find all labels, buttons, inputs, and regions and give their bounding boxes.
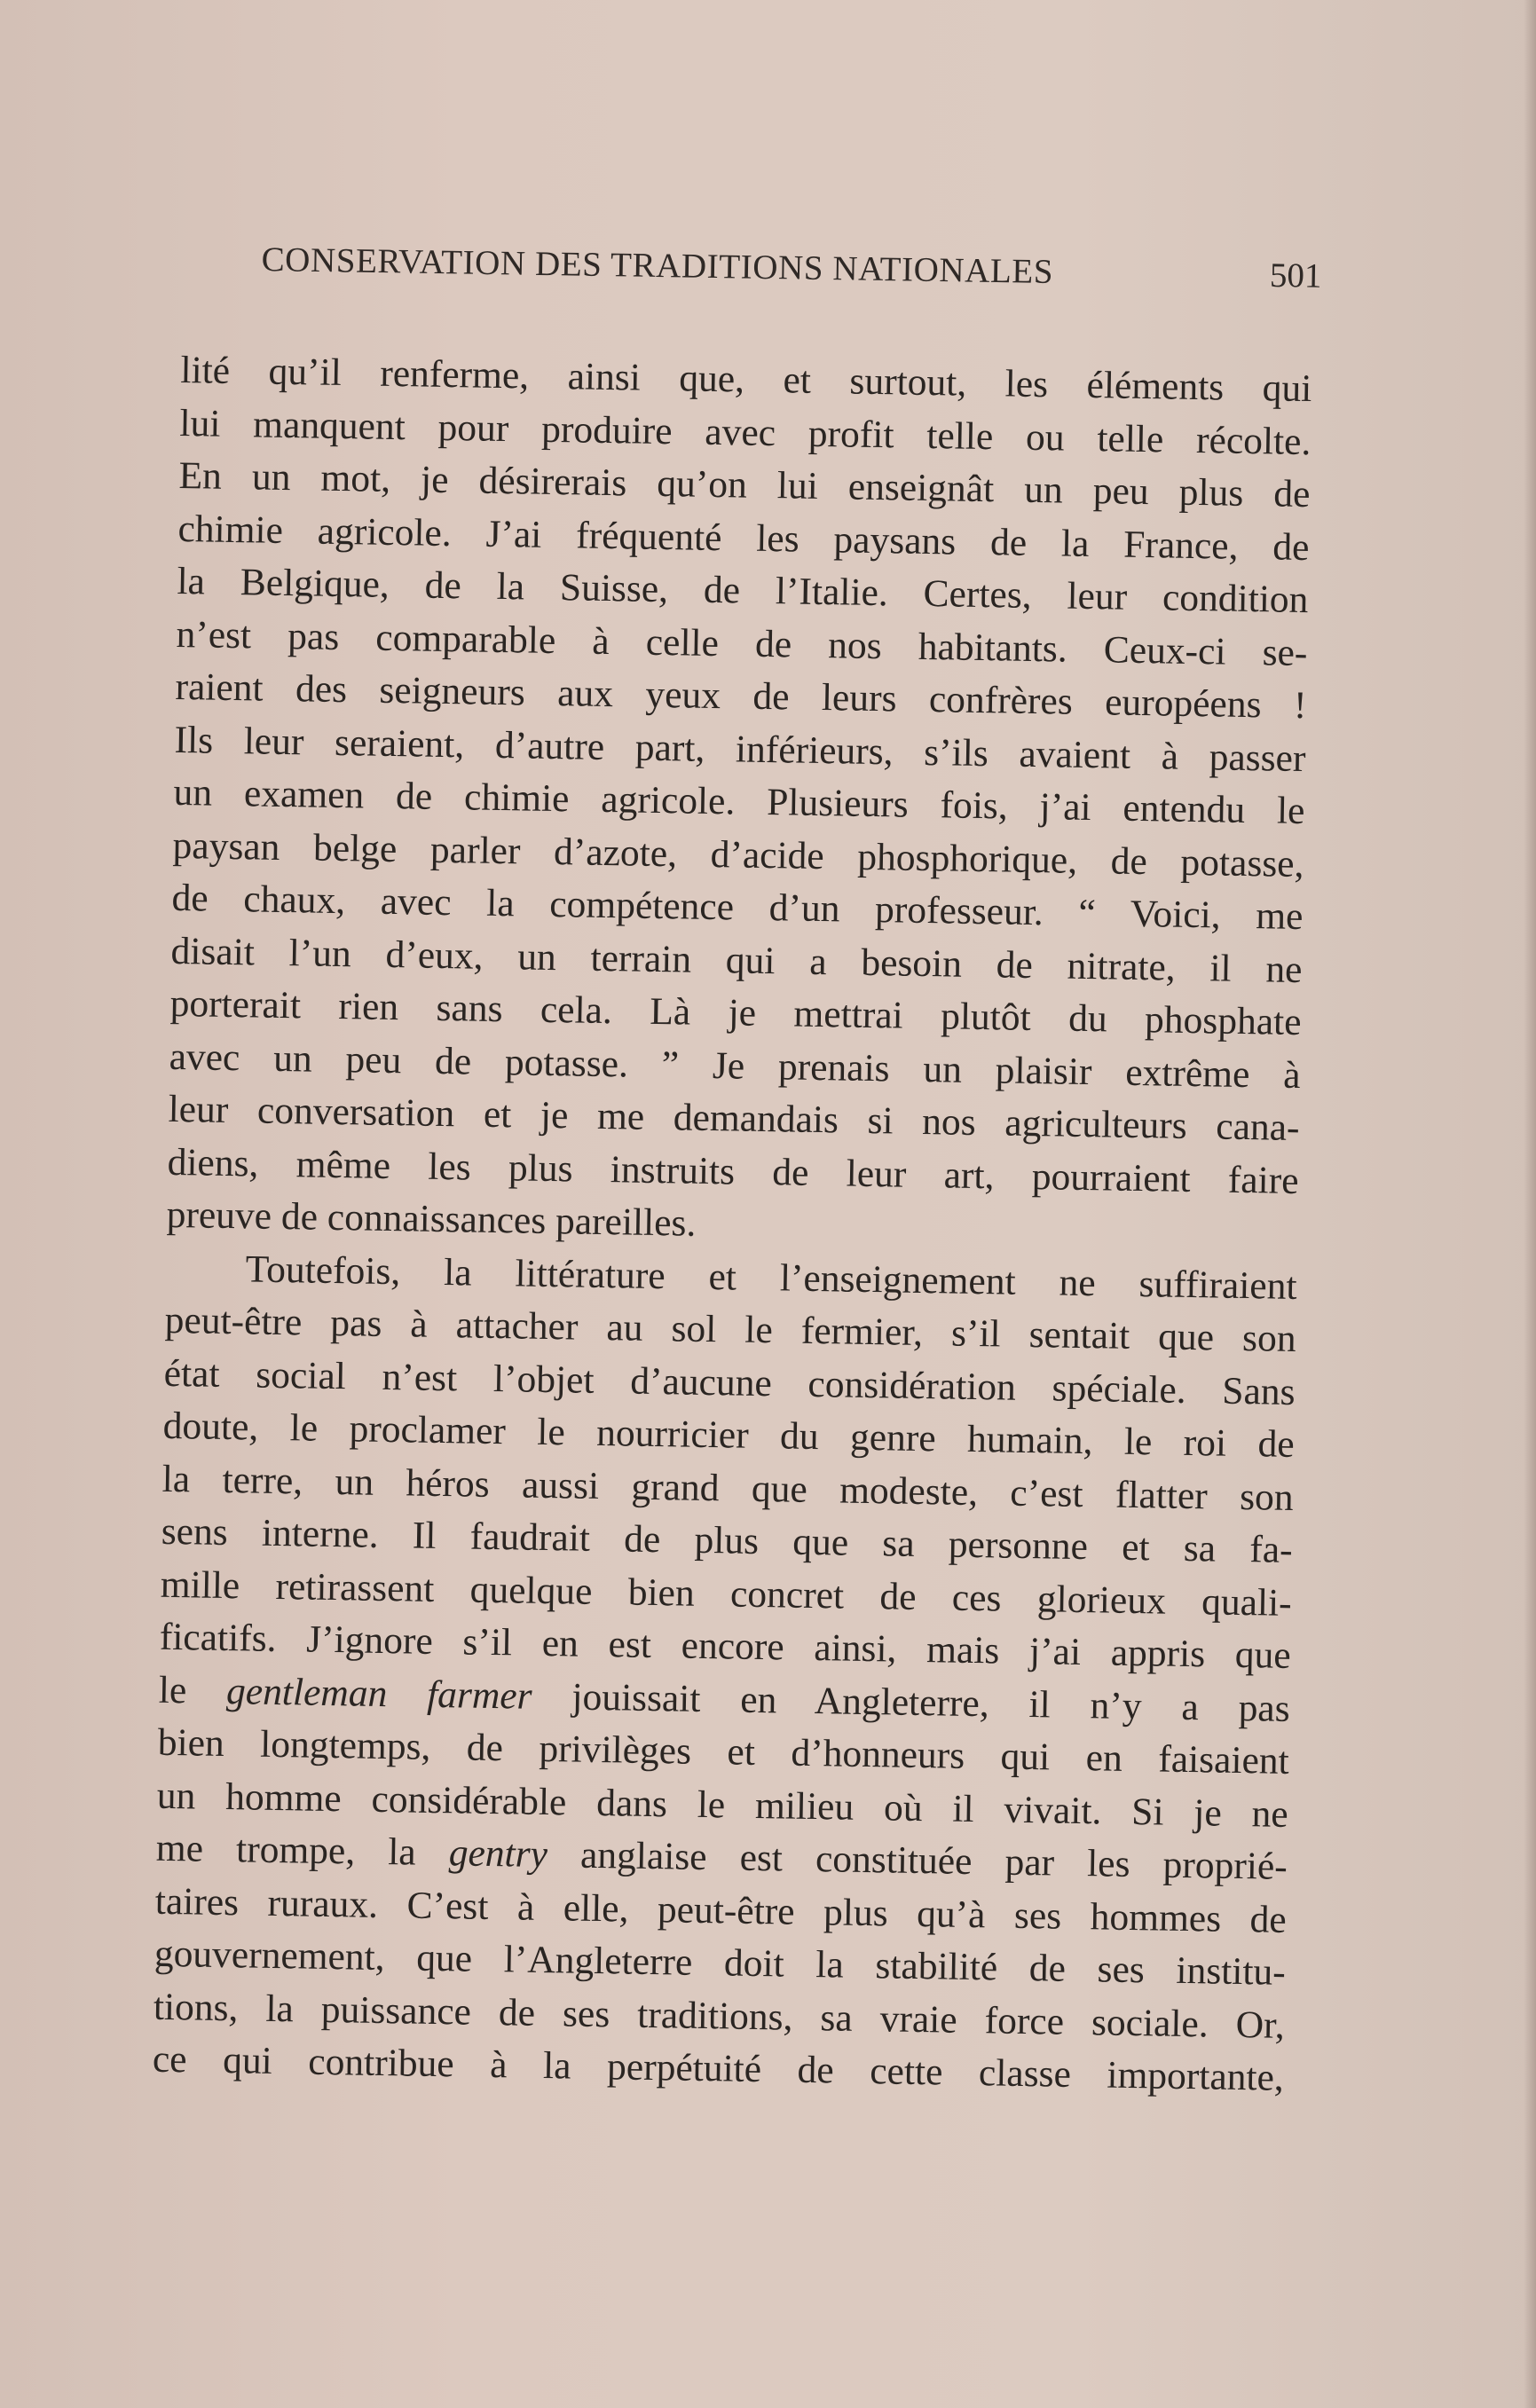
text-line: ce qui contribue à la perpétuité de cette classe importante, [152, 2037, 1285, 2099]
text-line: Toutefois, la littérature et l’enseignement ne suffiraient [245, 1247, 1297, 1308]
text-line: taires ruraux. C’est à elle, peut-être plus qu’à ses hommes de [154, 1879, 1288, 1941]
text-line: diens, même les plus instruits de leur art, pourraient faire [167, 1140, 1299, 1202]
text-line: ficatifs. J’ignore s’il en est encore ainsi, mais j’ai appris que [159, 1615, 1292, 1677]
italic-term-gentleman-farmer: gentleman farmer [225, 1669, 532, 1718]
text-line: n’est pas comparable à celle de nos habitants. Ceux-ci se- [176, 612, 1308, 674]
text-run: me trompe, la [155, 1826, 450, 1875]
text-run: le [158, 1668, 227, 1712]
text-line: peut-être pas à attacher au sol le fermier, s’il sentait que son [164, 1298, 1296, 1360]
italic-term-gentry: gentry [448, 1831, 548, 1877]
text-line: état social n’est l’objet d’aucune considération spéciale. Sans [163, 1351, 1296, 1413]
running-title: CONSERVATION DES TRADITIONS NATIONALES [261, 240, 1054, 292]
text-line: de chaux, avec la compétence d’un professeur. “ Voici, me [171, 876, 1304, 939]
body-text [152, 344, 1312, 2105]
page-edge-shadow [1524, 0, 1536, 2408]
text-line: la terre, un héros aussi grand que modeste, c’est flatter son [161, 1457, 1295, 1519]
text-line: En un mot, je désirerais qu’on lui enseignât un peu plus de [178, 453, 1311, 516]
text-line: chimie agricole. J’ai fréquenté les paysans de la France, de [177, 507, 1310, 569]
page-number: 501 [1269, 256, 1322, 295]
paragraph-2 [152, 1241, 1297, 2105]
text-line: preuve de connaissances pareilles. [166, 1192, 697, 1245]
text-line: Ils leur seraient, d’autre part, inférieurs, s’ils avaient à passer [174, 718, 1306, 780]
text-line: doute, le proclamer le nourricier du genre humain, le roi de [162, 1404, 1296, 1466]
text-line: sens interne. Il faudrait de plus que sa personne et sa fa- [161, 1509, 1294, 1571]
text-line: un examen de chimie agricole. Plusieurs fois, j’ai entendu le [173, 770, 1305, 833]
paragraph-1 [166, 344, 1312, 1261]
text-line: raient des seigneurs aux yeux de leurs confrères européens ! [175, 665, 1307, 728]
text-line: un homme considérable dans le milieu où il vivait. Si je ne [156, 1774, 1289, 1836]
text-line: disait l’un d’eux, un terrain qui a besoin de nitrate, il ne [170, 929, 1303, 991]
text-line: paysan belge parler d’azote, d’acide phosphorique, de potasse, [172, 823, 1304, 885]
text-line: bien longtemps, de privilèges et d’honneurs qui en faisaient [157, 1720, 1290, 1782]
text-line: lui manquent pour produire avec profit telle ou telle récolte. [179, 401, 1312, 463]
text-line: leur conversation et je me demandais si nos agriculteurs cana- [168, 1087, 1300, 1150]
text-line: porterait rien sans cela. Là je mettrai plutôt du phosphate [169, 981, 1302, 1044]
text-line: la Belgique, de la Suisse, de l’Italie. Certes, leur condition [177, 559, 1309, 622]
text-line: gouvernement, que l’Angleterre doit la stabilité de ses institu- [154, 1932, 1287, 1994]
text-run: jouissait en Angleterre, il n’y a pas [532, 1674, 1291, 1730]
text-line: lité qu’il renferme, ainsi que, et surtout, les éléments qui [180, 348, 1312, 411]
text-run: anglaise est constituée par les proprié- [547, 1833, 1288, 1888]
text-line: avec un peu de potasse. ” Je prenais un plaisir extrême à [169, 1035, 1301, 1097]
page-header [261, 240, 1322, 310]
text-line: mille retirassent quelque bien concret de ces glorieux quali- [160, 1562, 1293, 1625]
text-line: tions, la puissance de ses traditions, sa vraie force sociale. Or, [153, 1985, 1286, 2047]
